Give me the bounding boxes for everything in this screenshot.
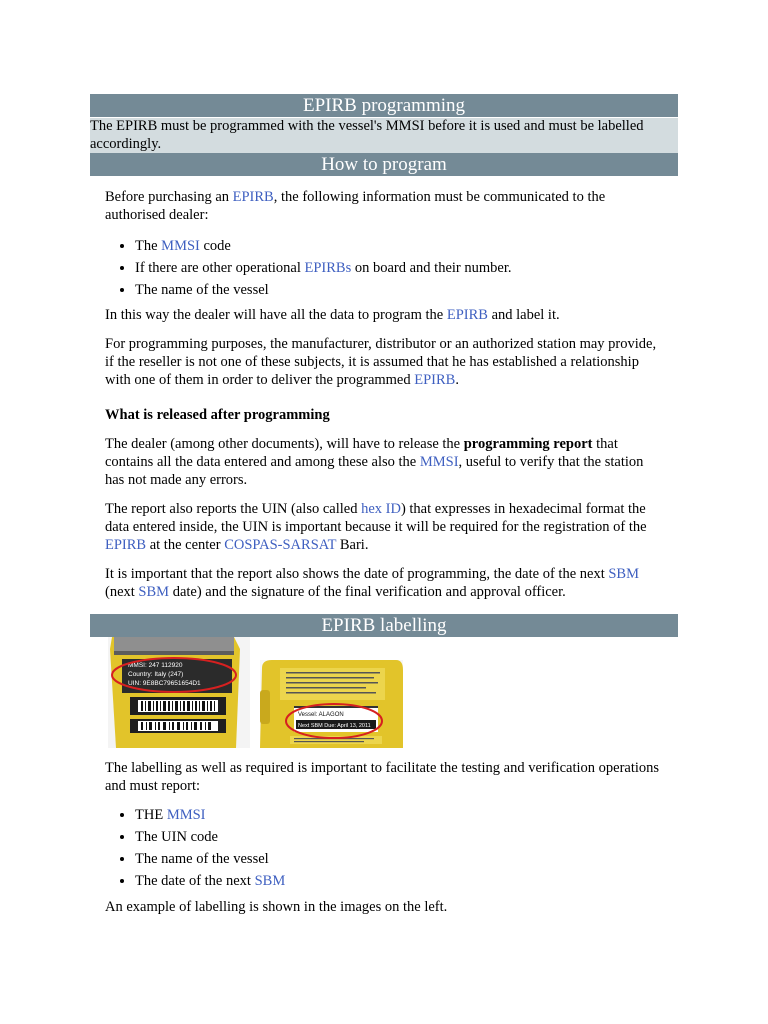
text: .: [455, 372, 459, 388]
paragraph: [105, 565, 665, 601]
link-mmsi[interactable]: MMSI: [166, 807, 206, 823]
link-mmsi[interactable]: MMSI: [161, 238, 200, 254]
text: at the center: [146, 537, 225, 553]
required-info-list: [105, 237, 665, 299]
bold-text: programming report: [463, 436, 593, 452]
list-item: • The UIN code: [135, 828, 665, 846]
text: code: [199, 238, 231, 254]
link-epirb[interactable]: EPIRB: [105, 537, 147, 553]
text: If there are other operational: [135, 260, 305, 276]
label-next-sbm-text: Next SBM Due: April 13, 2011: [298, 723, 371, 729]
text: , the following information must be communicated to the authorised dealer:: [105, 189, 606, 223]
text: that contains all the data entered and among these also the: [105, 436, 618, 470]
link-sbm[interactable]: SBM: [608, 566, 639, 582]
text: For programming purposes, the manufacturer, distributor or an authorized station may provide, if the reseller is not one of these subjects, it is assumed that he has established a relationship with one of them in order to deliver the programmed: [105, 336, 657, 388]
list-item: [135, 806, 665, 824]
section-title-how-to-program: How to program: [90, 153, 678, 176]
link-sbm[interactable]: SBM: [254, 873, 286, 889]
epirb-label-photo-2: [260, 660, 403, 748]
paragraph: An example of labelling is shown in the images on the left.: [105, 899, 448, 915]
text: (next: [105, 584, 139, 600]
text: on board and their number.: [351, 260, 512, 276]
text: Before purchasing an: [105, 189, 233, 205]
label-country-text: Country: Italy (247): [128, 671, 184, 678]
subheading-released: What is released after programming: [105, 407, 330, 423]
label-contents-list: [105, 806, 665, 890]
link-epirb[interactable]: EPIRB: [414, 372, 456, 388]
list-item: • The name of the vessel: [135, 850, 665, 868]
text: The: [135, 238, 162, 254]
epirb-label-photo-1: [108, 637, 250, 748]
link-epirb[interactable]: EPIRB: [446, 307, 488, 323]
label-vessel-text: Vessel: ALAGON: [298, 712, 344, 718]
link-cospas-sarsat[interactable]: COSPAS-SARSAT: [224, 537, 337, 553]
text: and label it.: [487, 307, 560, 323]
list-item: [135, 237, 665, 255]
paragraph: [105, 188, 665, 224]
text: date) and the signature of the final verification and approval officer.: [169, 584, 566, 600]
epirb-device-illustration: [260, 660, 403, 748]
paragraph: The labelling as well as required is important to facilitate the testing and verification operations and must report:: [105, 760, 660, 794]
paragraph: [105, 335, 665, 389]
text: THE: [135, 807, 167, 823]
text: ) that expresses in hexadecimal format the data entered inside, the UIN is important because it will be required for the registration of the: [105, 501, 647, 535]
paragraph: [105, 435, 665, 489]
label-mmsi-text: MMSI: 247 112920: [128, 662, 183, 669]
link-hex-id[interactable]: hex ID: [361, 501, 401, 517]
list-item: [135, 259, 665, 277]
intro-text: The EPIRB must be programmed with the vessel's MMSI before it is used and must be labelled accordingly.: [90, 118, 678, 153]
list-item: [135, 872, 665, 890]
text: The report also reports the UIN (also called: [105, 501, 362, 517]
link-epirb[interactable]: EPIRB: [232, 189, 274, 205]
section-title-labelling: EPIRB labelling: [90, 614, 678, 637]
paragraph: [105, 500, 665, 554]
label-uin-text: UIN: 9E8BC79651654D1: [128, 680, 201, 687]
how-to-program-content: [105, 188, 665, 601]
text: , useful to verify that the station has not made any errors.: [105, 454, 644, 488]
epirb-device-illustration: [108, 637, 250, 748]
list-item: • The name of the vessel: [135, 281, 665, 299]
section-title-programming: EPIRB programming: [90, 94, 678, 117]
labelling-content: [105, 759, 665, 916]
link-sbm[interactable]: SBM: [138, 584, 170, 600]
paragraph: [105, 306, 665, 324]
text: In this way the dealer will have all the data to program the: [105, 307, 447, 323]
link-mmsi[interactable]: MMSI: [419, 454, 459, 470]
text: It is important that the report also shows the date of programming, the date of the next: [105, 566, 609, 582]
text: Bari.: [336, 537, 369, 553]
link-epirbs[interactable]: EPIRBs: [304, 260, 352, 276]
text: The date of the next: [135, 873, 255, 889]
text: The dealer (among other documents), will have to release the: [105, 436, 464, 452]
